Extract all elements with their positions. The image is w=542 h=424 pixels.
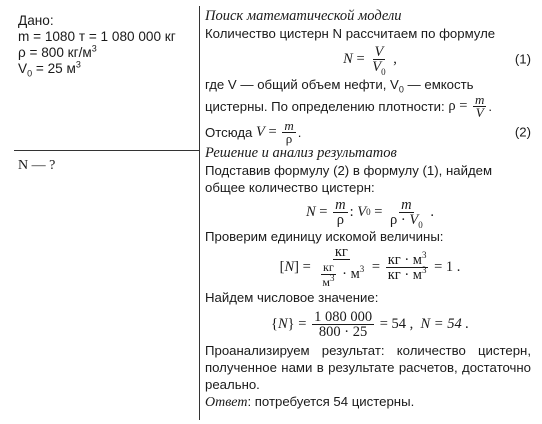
find-quantity: N — ? (18, 158, 56, 173)
density-text: цистерны. По определению плотности: (205, 98, 445, 114)
subst-line-2: общее количество цистерн: (205, 180, 375, 195)
eq3-frac-a: $\frac{m}{\rho}$ (335, 196, 346, 228)
hence-line: Отсюда V = $\frac{m}{\rho}$ . (2) (205, 117, 531, 146)
units-kg-b: кг (323, 260, 334, 274)
answer-text: : потребуется 54 цистерны. (247, 394, 415, 409)
answer-label: Ответ (205, 395, 248, 410)
numeric-result: = 54 , (379, 315, 414, 332)
given-mass (18, 28, 196, 44)
hence-fraction: $\frac{m}{\rho}$ (284, 117, 294, 146)
numeric-equation: {N} = $\frac{1 080 000}{800 \cdot 25}$ = 54 , N = 54 . (271, 308, 469, 340)
units-result: = 1 . (434, 258, 461, 275)
units-frac-b (386, 249, 429, 283)
given-volume-text: = 25 м (32, 61, 76, 76)
units-kgm-a: кг · м (387, 251, 422, 268)
subst-line-1: Подставив формулу (2) в формулу (1), найдем (205, 163, 493, 178)
given-title: Дано: (18, 13, 54, 28)
solution-column (205, 8, 535, 411)
given-density (18, 44, 196, 60)
answer-line (205, 393, 535, 411)
given-mass-text: m = 1080 т = 1 080 000 кг (18, 29, 176, 44)
given-volume (18, 59, 196, 79)
given-block (18, 12, 196, 79)
heading-solution: Решение и анализ результатов (205, 145, 397, 161)
given-volume-exp: 3 (75, 59, 81, 70)
hence-text: Отсюда (205, 124, 253, 140)
eq2-number: (2) (514, 124, 531, 140)
given-column (0, 0, 200, 424)
numeric-fraction (312, 310, 374, 339)
eq3-frac-b: $\frac{m}{\rho \cdot V_0}$ (390, 196, 423, 230)
numeric-denominator: 800 · 25 (318, 323, 368, 340)
analysis-text: Проанализируем результат: количество цистерн, полученное нами в результате расчетов, достаточно реально. (205, 343, 531, 392)
numeric-numerator: 1 080 000 (314, 308, 373, 325)
where-text-a: где V — общий объем нефти, V (205, 77, 399, 92)
units-m-a: м (322, 275, 330, 289)
eq1-fraction: $\frac{V}{V_0}$ (372, 43, 386, 77)
numeric-title: Найдем числовое значение: (205, 290, 379, 305)
units-exp-b: 3 (359, 264, 365, 274)
units-kg-a: кг (334, 244, 348, 260)
intro-text: Количество цистерн N рассчитаем по формуле (205, 26, 496, 41)
where-text-b: — емкость (403, 77, 474, 92)
eq1-number: (1) (514, 51, 531, 67)
given-volume-symbol: V (18, 61, 28, 76)
units-nested (320, 260, 336, 289)
column-divider (199, 6, 200, 420)
density-line: цистерны. По определению плотности: ρ = $\frac{m}{V}$ . (205, 91, 493, 120)
units-kgm-b: кг · м (387, 266, 422, 283)
equation-3: N = $\frac{m}{\rho}$ : V 0 = $\frac{m}{\rho \cdot V_0}$ . (306, 196, 434, 230)
given-volume-sub: 0 (27, 68, 33, 79)
given-density-exp: 3 (91, 43, 97, 54)
units-exp-c: 3 (421, 249, 427, 260)
heading-model: Поиск математической модели (205, 8, 402, 24)
units-frac-a: кг $\frac{кг}{м^3}$ · $м^3$ (322, 244, 365, 289)
equation-1: N = $\frac{V}{V_0}$ , (1) (343, 43, 531, 77)
where-sub: 0 (398, 84, 404, 95)
units-m-b: м (350, 265, 360, 282)
units-equation: [N] = кг $\frac{кг}{м^3}$ · $м^3$ = $\frac{кг \cdot м^3}{кг \cdot м^3}$ = 1 . (279, 244, 461, 289)
units-exp-a: 3 (329, 273, 335, 283)
where-text (205, 76, 535, 93)
units-exp-d: 3 (421, 264, 427, 275)
given-divider (14, 150, 199, 151)
final-n: N = 54 . (420, 315, 469, 332)
density-fraction: $\frac{m}{V}$ (475, 91, 485, 120)
given-density-text: ρ = 800 кг/м (18, 45, 92, 60)
check-units: Проверим единицу искомой величины: (205, 229, 444, 244)
